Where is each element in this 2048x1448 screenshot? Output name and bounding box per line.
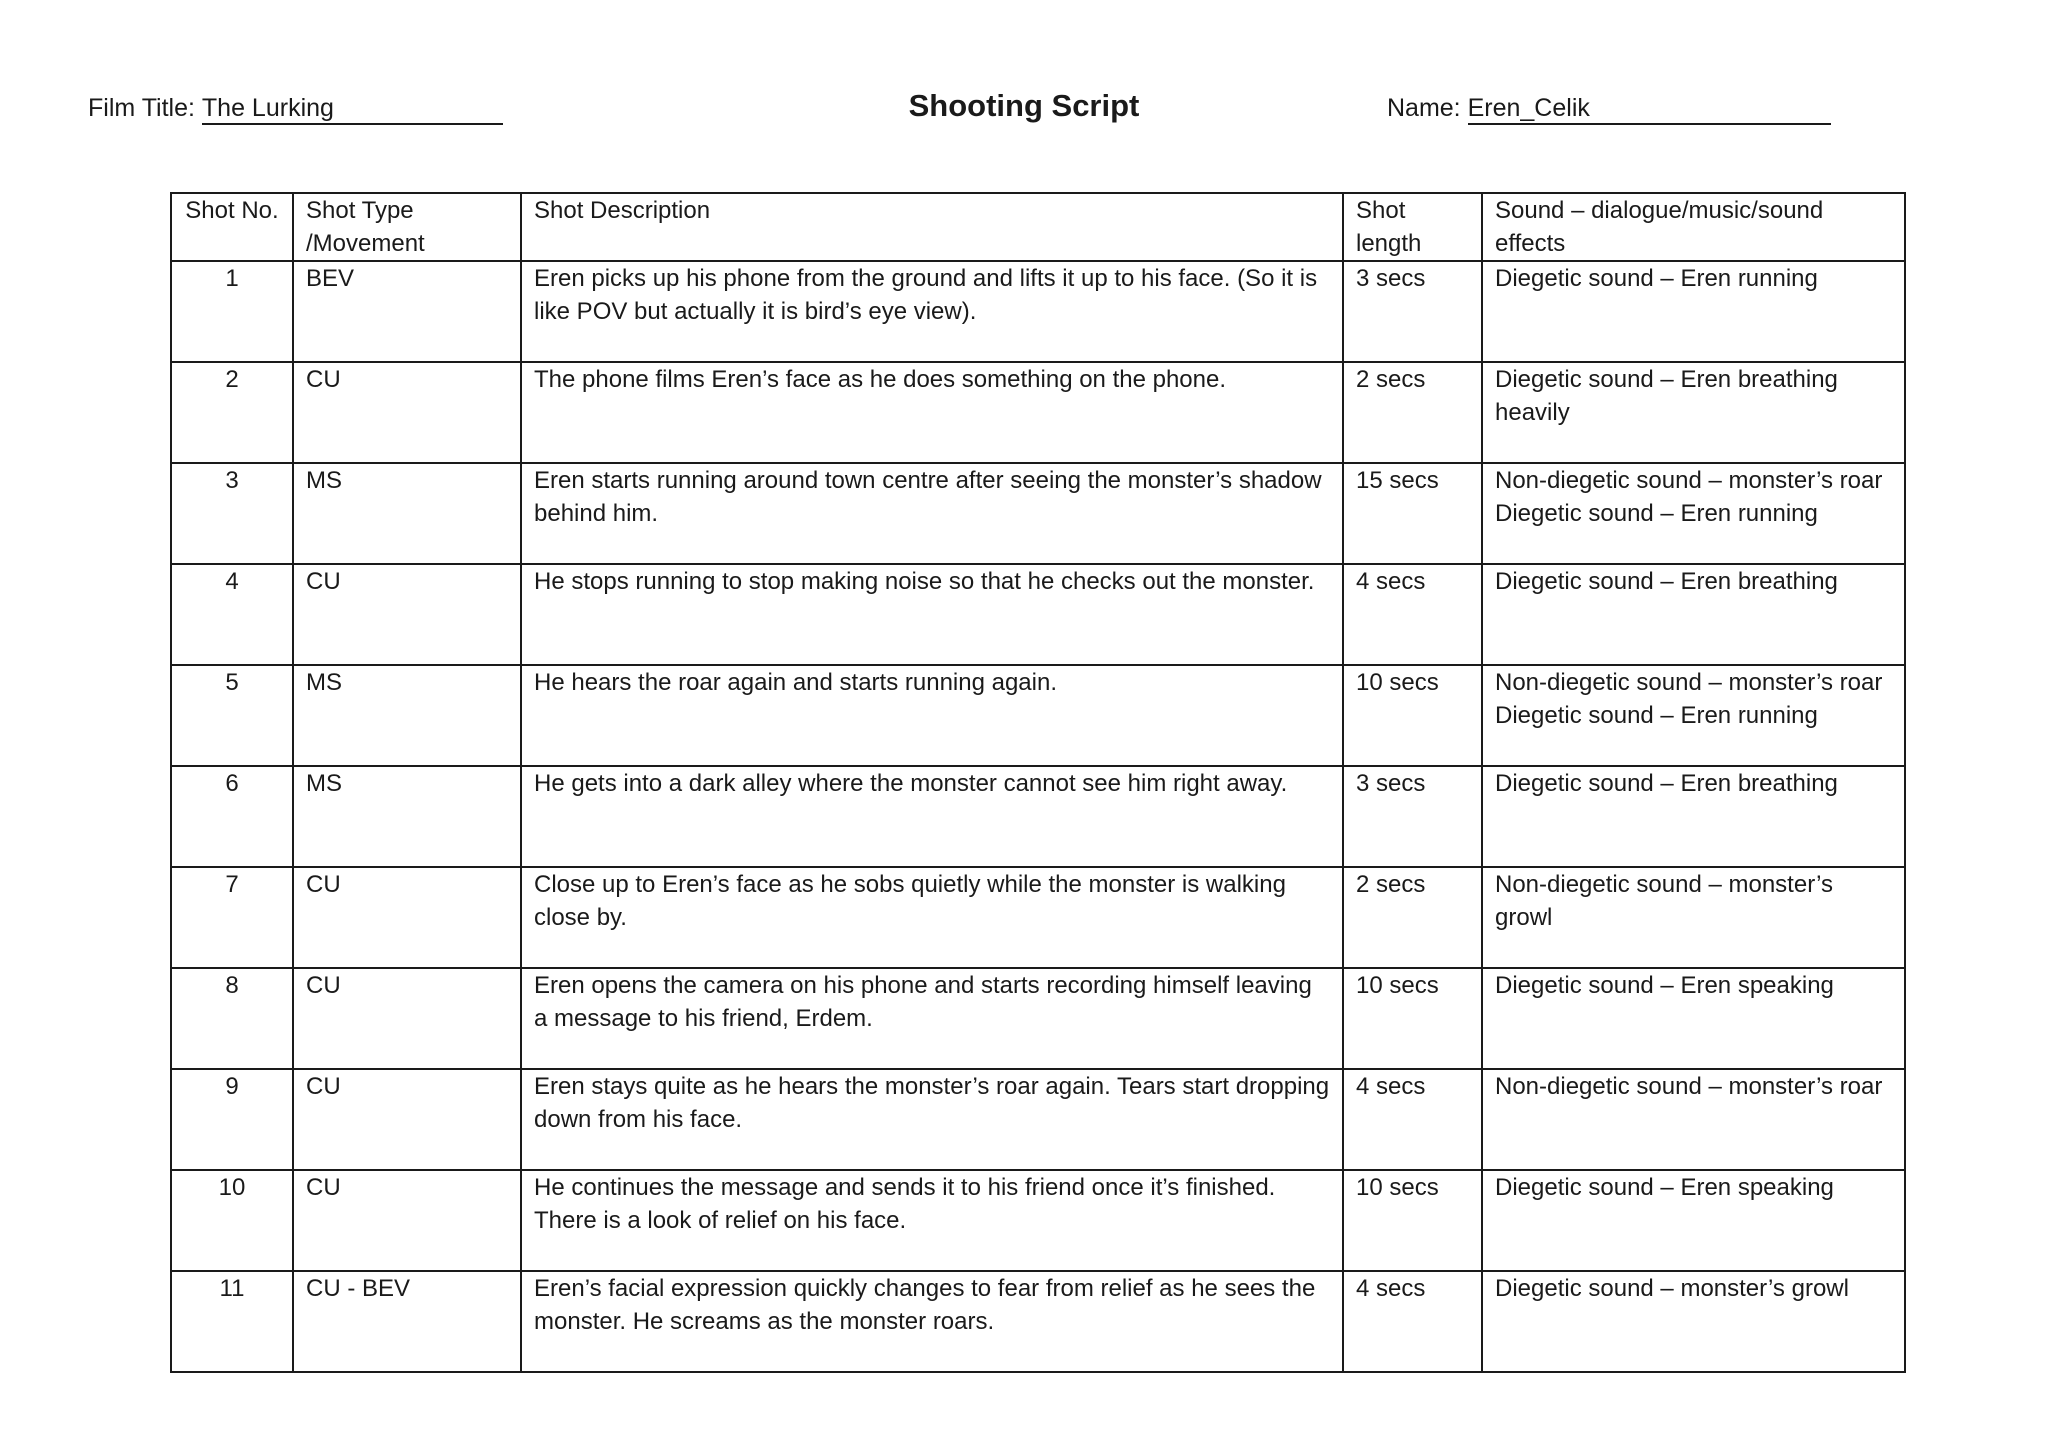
cell-shot-length: 3 secs [1343, 261, 1482, 362]
cell-shot-no: 6 [171, 766, 293, 867]
cell-shot-description: Eren opens the camera on his phone and starts recording himself leaving a message to his friend, Erdem. [521, 968, 1343, 1069]
table-row [171, 1069, 1905, 1170]
cell-shot-type: CU [293, 1069, 521, 1170]
film-title-value: The Lurking [202, 93, 503, 125]
cell-shot-length: 4 secs [1343, 1069, 1482, 1170]
cell-shot-no: 4 [171, 564, 293, 665]
cell-shot-no: 8 [171, 968, 293, 1069]
cell-sound: Non-diegetic sound – monster’s roar [1482, 1069, 1905, 1170]
cell-shot-type: CU [293, 867, 521, 968]
cell-shot-description: Eren picks up his phone from the ground and lifts it up to his face. (So it is like POV but actually it is bird’s eye view). [521, 261, 1343, 362]
cell-shot-type: CU [293, 564, 521, 665]
document-title: Shooting Script [908, 88, 1140, 123]
cell-sound: Diegetic sound – Eren speaking [1482, 968, 1905, 1069]
cell-shot-length: 10 secs [1343, 968, 1482, 1069]
cell-shot-no: 3 [171, 463, 293, 564]
name-value: Eren_Celik [1468, 93, 1831, 125]
cell-shot-type: MS [293, 463, 521, 564]
cell-sound: Non-diegetic sound – monster’s roar Diegetic sound – Eren running [1482, 463, 1905, 564]
name-label: Name: [1387, 94, 1461, 122]
cell-shot-no: 11 [171, 1271, 293, 1372]
table-row [171, 261, 1905, 362]
table-body [171, 261, 1905, 1372]
cell-shot-no: 2 [171, 362, 293, 463]
cell-sound: Diegetic sound – Eren speaking [1482, 1170, 1905, 1271]
cell-shot-length: 10 secs [1343, 665, 1482, 766]
table-row [171, 362, 1905, 463]
cell-shot-description: He stops running to stop making noise so that he checks out the monster. [521, 564, 1343, 665]
cell-shot-description: He continues the message and sends it to his friend once it’s finished. There is a look of relief on his face. [521, 1170, 1343, 1271]
film-title-label: Film Title: [88, 94, 195, 122]
cell-shot-type: MS [293, 665, 521, 766]
shooting-script-table [170, 192, 1906, 1373]
cell-shot-no: 10 [171, 1170, 293, 1271]
column-header-shot-length: Shot length [1343, 193, 1482, 261]
name-field [1387, 88, 1831, 128]
table-row [171, 867, 1905, 968]
cell-shot-description: Eren stays quite as he hears the monster’s roar again. Tears start dropping down from his face. [521, 1069, 1343, 1170]
cell-shot-description: He gets into a dark alley where the monster cannot see him right away. [521, 766, 1343, 867]
table-row [171, 1271, 1905, 1372]
cell-shot-length: 3 secs [1343, 766, 1482, 867]
cell-shot-description: Eren’s facial expression quickly changes to fear from relief as he sees the monster. He screams as the monster roars. [521, 1271, 1343, 1372]
table-header-row [171, 193, 1905, 261]
cell-shot-type: MS [293, 766, 521, 867]
cell-shot-length: 15 secs [1343, 463, 1482, 564]
table-row [171, 463, 1905, 564]
cell-sound: Diegetic sound – Eren breathing [1482, 766, 1905, 867]
cell-shot-no: 5 [171, 665, 293, 766]
cell-sound: Non-diegetic sound – monster’s growl [1482, 867, 1905, 968]
column-header-shot-type: Shot Type /Movement [293, 193, 521, 261]
table-row [171, 564, 1905, 665]
cell-shot-length: 2 secs [1343, 867, 1482, 968]
table-row [171, 665, 1905, 766]
cell-sound: Diegetic sound – monster’s growl [1482, 1271, 1905, 1372]
cell-shot-length: 4 secs [1343, 564, 1482, 665]
cell-shot-no: 9 [171, 1069, 293, 1170]
cell-shot-description: Eren starts running around town centre after seeing the monster’s shadow behind him. [521, 463, 1343, 564]
cell-shot-description: The phone films Eren’s face as he does something on the phone. [521, 362, 1343, 463]
cell-shot-length: 10 secs [1343, 1170, 1482, 1271]
cell-shot-length: 2 secs [1343, 362, 1482, 463]
cell-shot-type: CU [293, 1170, 521, 1271]
column-header-shot-description: Shot Description [521, 193, 1343, 261]
cell-shot-no: 7 [171, 867, 293, 968]
cell-sound: Diegetic sound – Eren breathing [1482, 564, 1905, 665]
column-header-sound: Sound – dialogue/music/sound effects [1482, 193, 1905, 261]
cell-sound: Non-diegetic sound – monster’s roar Diegetic sound – Eren running [1482, 665, 1905, 766]
cell-shot-type: CU - BEV [293, 1271, 521, 1372]
table-row [171, 766, 1905, 867]
table-row [171, 1170, 1905, 1271]
cell-shot-no: 1 [171, 261, 293, 362]
table-row [171, 968, 1905, 1069]
cell-shot-length: 4 secs [1343, 1271, 1482, 1372]
cell-shot-type: BEV [293, 261, 521, 362]
cell-shot-description: He hears the roar again and starts running again. [521, 665, 1343, 766]
cell-sound: Diegetic sound – Eren running [1482, 261, 1905, 362]
cell-shot-description: Close up to Eren’s face as he sobs quietly while the monster is walking close by. [521, 867, 1343, 968]
cell-shot-type: CU [293, 362, 521, 463]
cell-sound: Diegetic sound – Eren breathing heavily [1482, 362, 1905, 463]
column-header-shot-no: Shot No. [171, 193, 293, 261]
cell-shot-type: CU [293, 968, 521, 1069]
